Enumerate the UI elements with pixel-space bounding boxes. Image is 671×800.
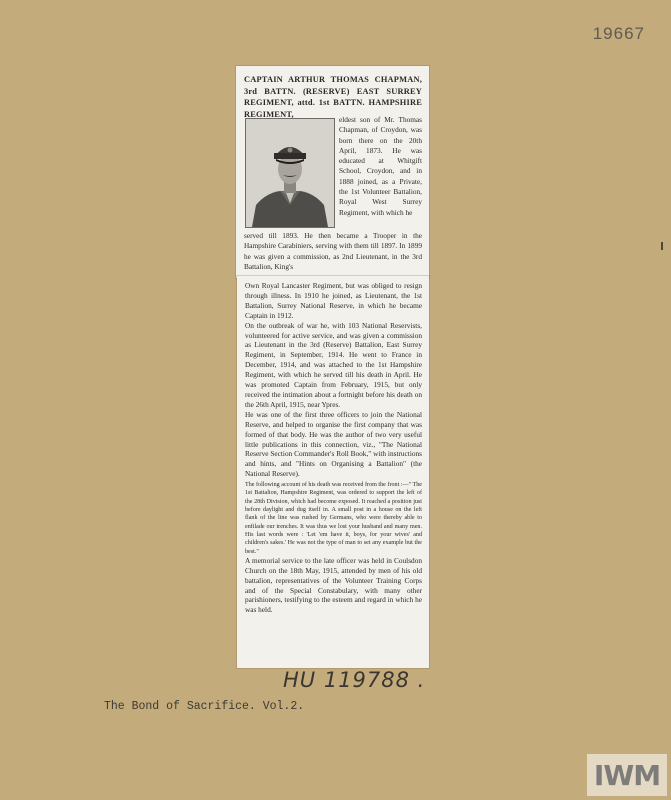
paragraph-service: Own Royal Lancaster Regiment, but was obliged to resign through illness. In 1910 he joined, as Lieutenant, the 1st Battalion, Surrey National Reserve, in which he became Captain in 1912.	[245, 281, 422, 320]
officer-portrait	[245, 118, 335, 228]
handwritten-reference: HU 119788 .	[283, 668, 426, 692]
clipping-bottom	[237, 276, 429, 668]
source-caption: The Bond of Sacrifice. Vol.2.	[104, 700, 305, 713]
obituary-side-text: eldest son of Mr. Thomas Chapman, of Croydon, was born there on the 20th April, 1873. He was educated at Whitgift School, Croydon, and in 1888 joined, as a Private, the 1st Volunteer Battalion, Royal West Surrey Regiment, with which he	[339, 115, 422, 217]
obituary-headline: CAPTAIN ARTHUR THOMAS CHAPMAN, 3rd BATTN. (RESERVE) EAST SURREY REGIMENT, attd. 1st BATTN. HAMPSHIRE REGIMENT,	[244, 75, 422, 119]
obituary-continued-text: served till 1893. He then became a Trooper in the Hampshire Carabiniers, serving with them till 1897. In 1899 he was given a commission, as 2nd Lieutenant, in the 3rd Battalion, King's	[244, 231, 422, 271]
clipping-top	[236, 66, 429, 278]
obituary-body	[245, 281, 422, 615]
iwm-watermark: IWM	[587, 754, 667, 796]
paragraph-memorial: A memorial service to the late officer was held in Coulsdon Church on the 18th May, 1915, attended by men of his old battalion, representatives of the Volunteer Training Corps and of the Special Constabulary, with many other parishioners, testifying to the esteem and regard in which he was held.	[245, 555, 422, 615]
paragraph-war-service: On the outbreak of war he, with 103 National Reservists, volunteered for active service, and was given a commission as Lieutenant in the 3rd (Reserve) Battalion, East Surrey Regiment, in September, 1914. He went to France in December, 1914, and was attached to the 1st Hampshire Regiment, with which he served till his death in April. He was promoted Captain from February, 1915, but only received the intimation about a fortnight before his death on the 26th April, 1915, near Ypres.	[245, 320, 422, 409]
paragraph-national-reserve: He was one of the first three officers to join the National Reserve, and helped to organise the first company that was formed of that body. He was the author of two very useful little publications in this connection, viz., "The National Reserve Section Commander's Roll Book," with instructions and hints, and "Hints on Organising a Battalion" (the National Reserve).	[245, 409, 422, 479]
portrait-photo-icon	[246, 119, 334, 227]
catalogue-number: 19667	[592, 24, 645, 43]
edge-mark	[661, 242, 663, 250]
death-account: The following account of his death was received from the front :—" The 1st Battalion, Hampshire Regiment, was ordered to support the left of the 28th Division, which had become exposed. It reached a position just before daylight and dug itself in. A small post in a house on the left flank of the line was rushed by Germans, who were thereby able to enfilade our trenches. It was thus we lost your husband and many men. His last words were : 'Let 'em have it, boys, for your wives' and children's sakes.' He was not the type of man to set any example but the best."	[245, 482, 422, 555]
